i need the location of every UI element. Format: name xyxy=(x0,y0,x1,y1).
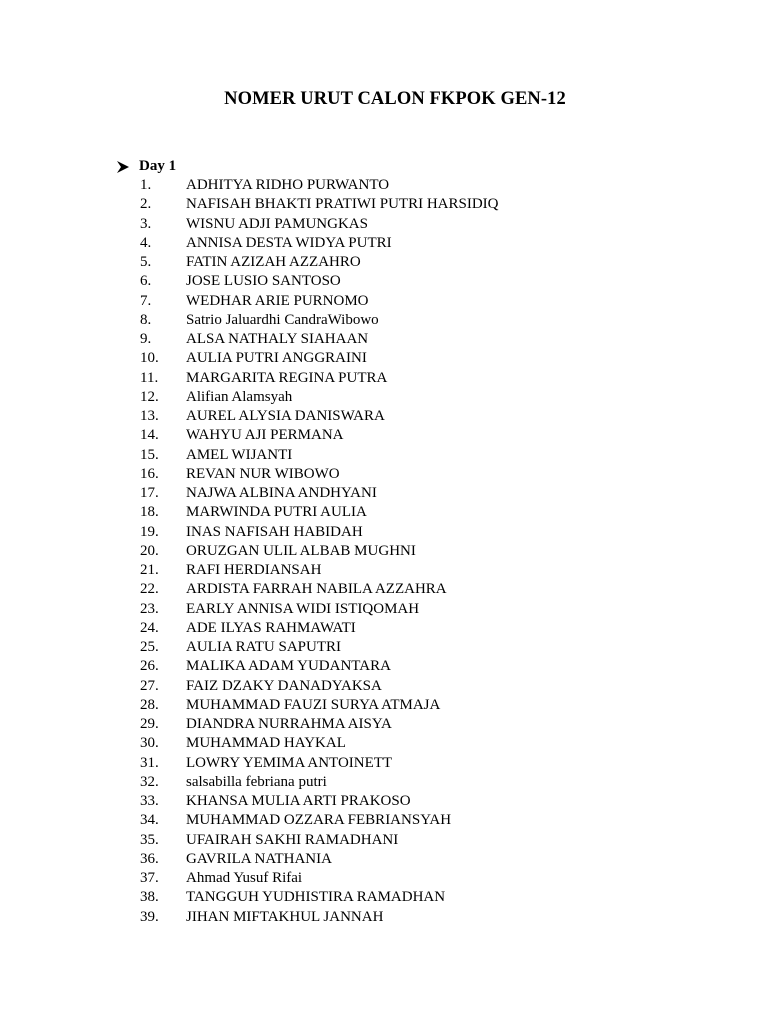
list-item-number: 38. xyxy=(140,889,159,906)
list-item xyxy=(116,234,716,253)
list-item-name: WISNU ADJI PAMUNGKAS xyxy=(186,215,368,232)
list-item-name: GAVRILA NATHANIA xyxy=(186,850,332,867)
list-item-name: WAHYU AJI PERMANA xyxy=(186,427,344,444)
list-item xyxy=(116,215,716,234)
list-item xyxy=(116,523,716,542)
list-item-number: 13. xyxy=(140,408,159,424)
list-item-name: AUREL ALYSIA DANISWARA xyxy=(186,408,385,424)
list-item-name: Alifian Alamsyah xyxy=(186,388,293,405)
list-item-number: 35. xyxy=(140,831,159,848)
list-item-name: JOSE LUSIO SANTOSO xyxy=(186,273,341,290)
list-item-number: 25. xyxy=(140,639,159,655)
list-item-number: 7. xyxy=(140,292,152,309)
list-item xyxy=(116,503,716,522)
list-item-name: MALIKA ADAM YUDANTARA xyxy=(186,658,391,675)
list-item xyxy=(116,715,716,734)
list-item-name: NAJWA ALBINA ANDHYANI xyxy=(186,485,377,501)
list-item-name: KHANSA MULIA ARTI PRAKOSO xyxy=(186,793,411,809)
list-item xyxy=(116,580,716,599)
list-item-name: Satrio Jaluardhi CandraWibowo xyxy=(186,311,379,328)
list-item-name: AULIA RATU SAPUTRI xyxy=(186,639,342,655)
list-item-number: 29. xyxy=(140,716,159,732)
list-item xyxy=(116,561,716,580)
list-item-name: MARGARITA REGINA PUTRA xyxy=(186,369,388,386)
list-item-number: 22. xyxy=(140,581,159,598)
list-item-name: DIANDRA NURRAHMA AISYA xyxy=(186,716,392,732)
document-title: NOMER URUT CALON FKPOK GEN-12 xyxy=(224,89,566,109)
list-item-number: 31. xyxy=(140,754,159,771)
list-item-number: 24. xyxy=(140,619,159,636)
list-item-number: 39. xyxy=(140,908,159,925)
list-item-name: salsabilla febriana putri xyxy=(186,773,327,790)
list-item-name: AMEL WIJANTI xyxy=(186,446,293,463)
list-item xyxy=(116,292,716,311)
list-item-name: MUHAMMAD OZZARA FEBRIANSYAH xyxy=(186,812,452,829)
list-item-number: 4. xyxy=(140,234,152,251)
list-item xyxy=(116,600,716,619)
list-item-number: 32. xyxy=(140,773,159,790)
list-item-number: 28. xyxy=(140,696,159,713)
list-item-name: NAFISAH BHAKTI PRATIWI PUTRI HARSIDIQ xyxy=(186,196,499,213)
list-item-name: REVAN NUR WIBOWO xyxy=(186,465,340,482)
list-item-number: 36. xyxy=(140,850,159,867)
list-item-name: MARWINDA PUTRI AULIA xyxy=(186,504,367,521)
list-item-number: 2. xyxy=(140,196,152,213)
section-heading-label: Day 1 xyxy=(139,158,177,174)
list-item-name: INAS NAFISAH HABIDAH xyxy=(186,523,363,540)
list-item-number: 9. xyxy=(140,331,152,347)
list-item xyxy=(116,426,716,445)
list-item-number: 3. xyxy=(140,215,152,232)
list-item-number: 16. xyxy=(140,465,159,482)
list-item-number: 12. xyxy=(140,388,159,405)
list-item-number: 14. xyxy=(140,427,159,444)
list-item-name: AULIA PUTRI ANGGRAINI xyxy=(186,350,367,367)
list-item-number: 10. xyxy=(140,350,159,367)
list-item-name: ADHITYA RIDHO PURWANTO xyxy=(186,177,390,193)
list-item-name: ANNISA DESTA WIDYA PUTRI xyxy=(186,234,392,251)
list-item xyxy=(116,792,716,811)
list-item xyxy=(116,349,716,368)
list-item xyxy=(116,908,716,927)
list-item-name: JIHAN MIFTAKHUL JANNAH xyxy=(186,908,384,925)
list-item-name: Ahmad Yusuf Rifai xyxy=(186,870,303,886)
list-item xyxy=(116,253,716,272)
list-item-name: EARLY ANNISA WIDI ISTIQOMAH xyxy=(186,600,420,617)
list-item-number: 33. xyxy=(140,793,159,809)
list-item-name: TANGGUH YUDHISTIRA RAMADHAN xyxy=(186,889,446,906)
list-item-name: UFAIRAH SAKHI RAMADHANI xyxy=(186,831,399,848)
day-section xyxy=(116,157,716,927)
list-item-name: ORUZGAN ULIL ALBAB MUGHNI xyxy=(186,542,416,559)
list-item-number: 34. xyxy=(140,812,159,829)
list-item xyxy=(116,657,716,676)
list-item xyxy=(116,638,716,657)
list-item xyxy=(116,272,716,291)
list-item-name: MUHAMMAD HAYKAL xyxy=(186,735,346,752)
arrowhead-bullet-icon xyxy=(116,160,139,174)
list-item xyxy=(116,869,716,888)
list-item xyxy=(116,446,716,465)
list-item-name: MUHAMMAD FAUZI SURYA ATMAJA xyxy=(186,696,441,713)
list-item-number: 1. xyxy=(140,177,152,193)
list-item xyxy=(116,195,716,214)
list-item-number: 11. xyxy=(140,369,159,386)
list-item-number: 5. xyxy=(140,254,152,270)
list-item xyxy=(116,696,716,715)
list-item-name: RAFI HERDIANSAH xyxy=(186,562,322,578)
list-item xyxy=(116,388,716,407)
list-item-number: 17. xyxy=(140,485,159,501)
list-item xyxy=(116,754,716,773)
name-list xyxy=(116,176,716,927)
list-item-name: FAIZ DZAKY DANADYAKSA xyxy=(186,677,382,694)
list-item-number: 27. xyxy=(140,677,159,694)
list-item-number: 26. xyxy=(140,658,159,675)
list-item-number: 15. xyxy=(140,446,159,463)
list-item-number: 19. xyxy=(140,523,159,540)
list-item-number: 30. xyxy=(140,735,159,752)
list-item xyxy=(116,330,716,349)
list-item-name: ADE ILYAS RAHMAWATI xyxy=(186,619,356,636)
list-item-name: ALSA NATHALY SIAHAAN xyxy=(186,331,369,347)
list-item-number: 23. xyxy=(140,600,159,617)
list-item xyxy=(116,484,716,503)
list-item-name: FATIN AZIZAH AZZAHRO xyxy=(186,254,361,270)
list-item xyxy=(116,311,716,330)
list-item xyxy=(116,734,716,753)
list-item xyxy=(116,465,716,484)
list-item xyxy=(116,369,716,388)
list-item-name: LOWRY YEMIMA ANTOINETT xyxy=(186,754,393,771)
section-heading xyxy=(116,157,716,176)
list-item-number: 20. xyxy=(140,542,159,559)
list-item xyxy=(116,619,716,638)
list-item-name: ARDISTA FARRAH NABILA AZZAHRA xyxy=(186,581,447,598)
list-item xyxy=(116,407,716,426)
list-item-number: 8. xyxy=(140,311,152,328)
list-item xyxy=(116,850,716,869)
list-item xyxy=(116,176,716,195)
list-item xyxy=(116,831,716,850)
list-item xyxy=(116,542,716,561)
list-item xyxy=(116,811,716,830)
list-item-number: 37. xyxy=(140,870,159,886)
list-item-name: WEDHAR ARIE PURNOMO xyxy=(186,292,369,309)
list-item-number: 6. xyxy=(140,273,152,290)
list-item-number: 21. xyxy=(140,562,159,578)
list-item xyxy=(116,677,716,696)
list-item xyxy=(116,888,716,907)
list-item-number: 18. xyxy=(140,504,159,521)
list-item xyxy=(116,773,716,792)
